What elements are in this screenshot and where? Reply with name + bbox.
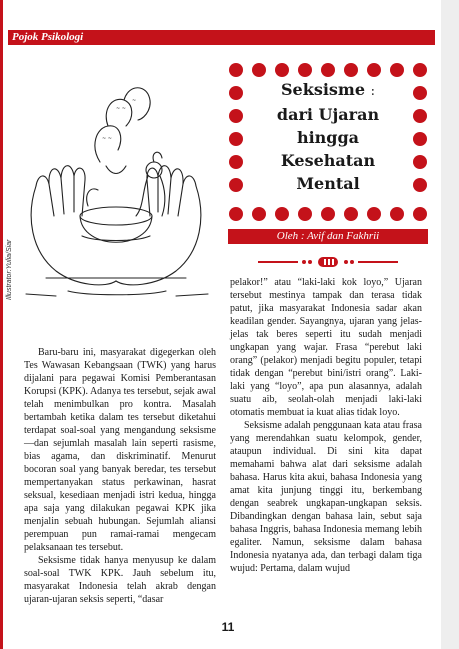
author-byline: Oleh : Avif dan Fakhrii: [276, 230, 380, 242]
section-label: Pojok Psikologi: [12, 31, 84, 43]
page-number: 11: [221, 620, 235, 634]
page-right-margin: [441, 0, 459, 649]
title-rest: dari Ujaran hingga Kesehatan Mental: [276, 105, 380, 193]
paragraph: pelakor!” atau “laki-laki kok loyo,” Ujaran tersebut mestinya tampak dan terasa tidak patut, jika masyarakat Indonesia sadar akan keadilan gender. Sayangnya, ujaran yang jelas-jelas tak beres seperti itu sudah menjadi ungkapan yang wajar. Frasa “perebut laki orang” (pelakor) menjadi begitu populer, tetapi tidak dengan “perebut bini/istri orang”. Laki-laki yang “loyo”, apa pun alasannya, adalah suatu aib, seolah-olah menjadi laki-laki otomatis membuat ia kuat alias tidak loyo.: [230, 277, 422, 418]
page-left-accent-stripe: [0, 0, 3, 649]
author-bar: [228, 229, 428, 244]
paragraph: Seksisme tidak hanya menyusup ke dalam soal-soal TWK KPK. Jauh sebelum itu, masyarakat Indonesia telah akrab dengan ujaran-ujaran seksis seperti, “dasar: [24, 555, 216, 605]
paragraph: Seksisme adalah penggunaan kata atau frasa yang merendahkan suatu kelompok, gender, ataupun individual. Di sini kita dapat memahami bahwa alat dari seksisme adalah bahasa. Harus kita akui, bahasa Indonesia yang amat kita junjung tinggi itu, berkembang dengan seabrek ungkapan-ungkapan seksis. Dibandingkan dengan bahasa lain, sebut saja bahasa Inggris, bahasa Indonesia memang lebih egaliter. Namun, seksisme dalam bahasa Indonesia nyatanya ada, dan terbagi dalam tiga wujud: Pertama, dalam wujud: [230, 420, 422, 574]
svg-text:~: ~: [132, 98, 137, 104]
svg-text:~ ~: ~ ~: [116, 106, 126, 112]
illustration-hands-drawing: [16, 66, 216, 301]
article-column-left: [24, 346, 216, 606]
title-separator: :: [370, 84, 375, 99]
section-header-bar: [8, 30, 435, 45]
article-title: [258, 78, 398, 195]
illustrator-credit: Illustrator:Yulia/Siar: [6, 239, 13, 300]
divider-ornament: [258, 255, 398, 269]
article-column-right: [230, 276, 422, 575]
svg-text:~ ~: ~ ~: [102, 136, 112, 142]
title-main: Seksisme: [281, 80, 366, 99]
paragraph: Baru-baru ini, masyarakat digegerkan oleh Tes Wawasan Kebangsaan (TWK) yang harus dijalani para pegawai Komisi Pemberantasan Korupsi (KPK). Adanya tes tersebut, sejak awal telah menimbulkan pro kontra. Masalah bertambah ketika dalam tes tersebut diketahui terdapat soal-soal yang mengandung seksisme—dan sejumlah masalah lain seperti rasisme, bias agama, dan diskriminatif. Menurut bocoran soal yang banyak beredar, tes tersebut mempertanyakan status perkawinan, hasrat seksual, kesediaan menjadi istri kedua, hingga apa saja yang dilakukan pegawai KPK jika menjalin sebuah hubungan. Sejumlah aliansi perempuan pun ramai-ramai mengecam pelaksanaan tes tersebut.: [24, 347, 216, 553]
title-block: [228, 62, 428, 222]
